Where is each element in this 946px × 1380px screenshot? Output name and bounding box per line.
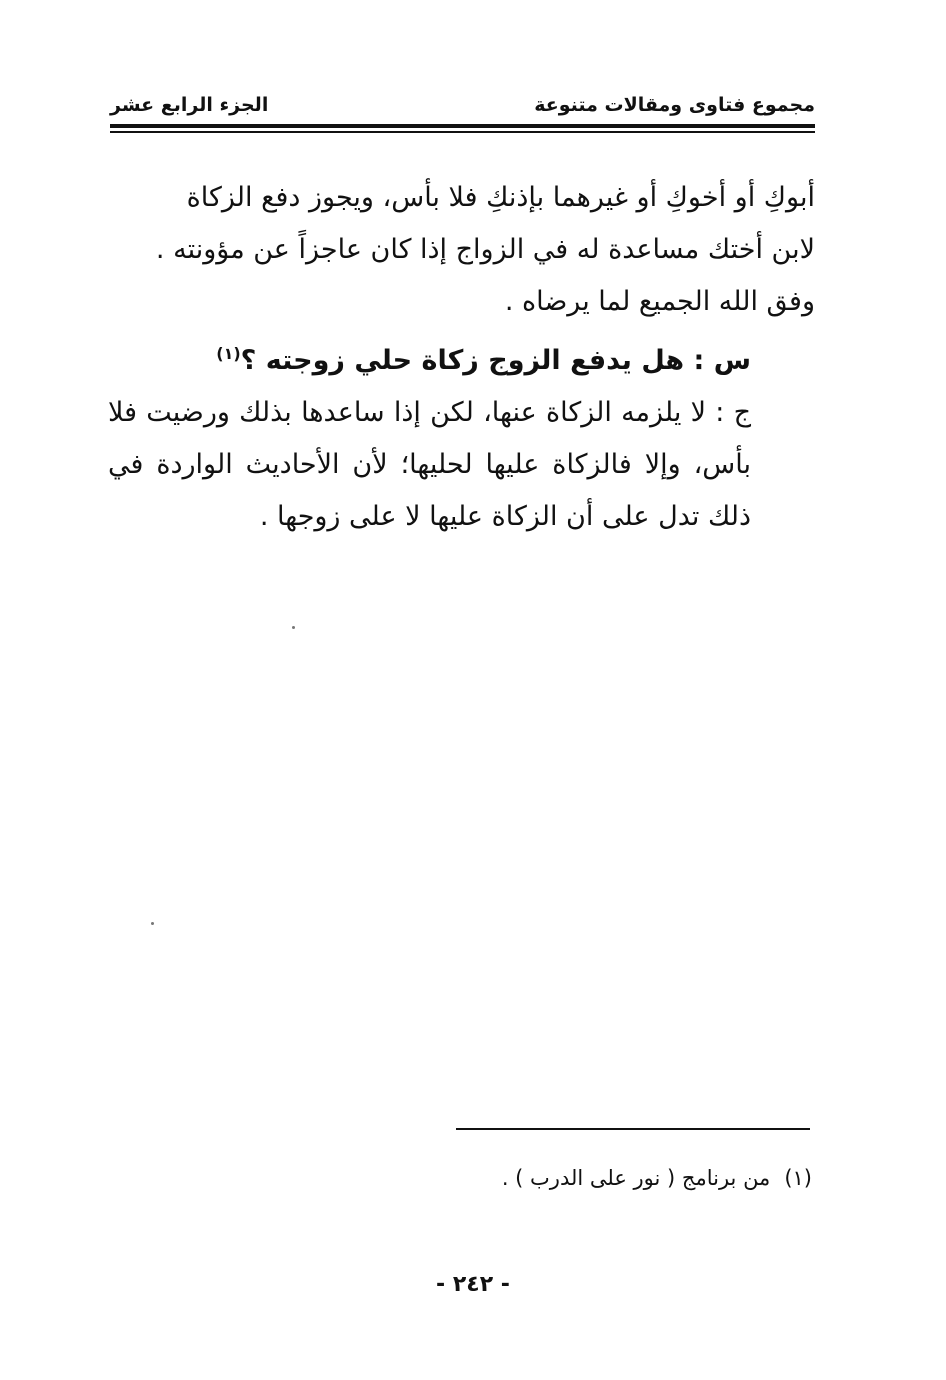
book-title: مجموع فتاوى ومقالات متنوعة: [534, 94, 815, 116]
question-text: س : هل يدفع الزوج زكاة حلي زوجته ؟: [240, 345, 751, 376]
scan-speck: [151, 922, 154, 925]
page-number: - ٢٤٢ -: [436, 1272, 510, 1297]
paragraph-line: أبوكِ أو أخوكِ أو غيرهما بإذنكِ فلا بأس، ويجوز دفع الزكاة: [186, 182, 815, 213]
volume-label: الجزء الرابع عشر: [110, 94, 269, 116]
main-text: [108, 172, 815, 543]
footnote-number: (١): [784, 1166, 812, 1190]
answer: ج : لا يلزمه الزكاة عنها، لكن إذا ساعدها بذلك ورضيت فلا بأس، وإلا فالزكاة عليها لحليها؛ لأن الأحاديث الواردة في ذلك تدل على أن الزكاة عليها لا على زوجها .: [108, 397, 751, 532]
footnote-marker: (١): [216, 344, 241, 363]
header-rule-thin: [110, 131, 815, 133]
footnote: [420, 1166, 812, 1190]
header-rule-thick: [110, 124, 815, 128]
footnote-separator: [456, 1128, 810, 1130]
running-header: [110, 88, 815, 124]
scan-speck: [292, 626, 295, 629]
question: [108, 328, 815, 387]
paragraph-line: لابن أختك مساعدة له في الزواج إذا كان عاجزاً عن مؤونته .: [155, 234, 815, 265]
paragraph-line: وفق الله الجميع لما يرضاه .: [504, 286, 815, 317]
footnote-text: من برنامج ( نور على الدرب ) .: [501, 1166, 771, 1190]
